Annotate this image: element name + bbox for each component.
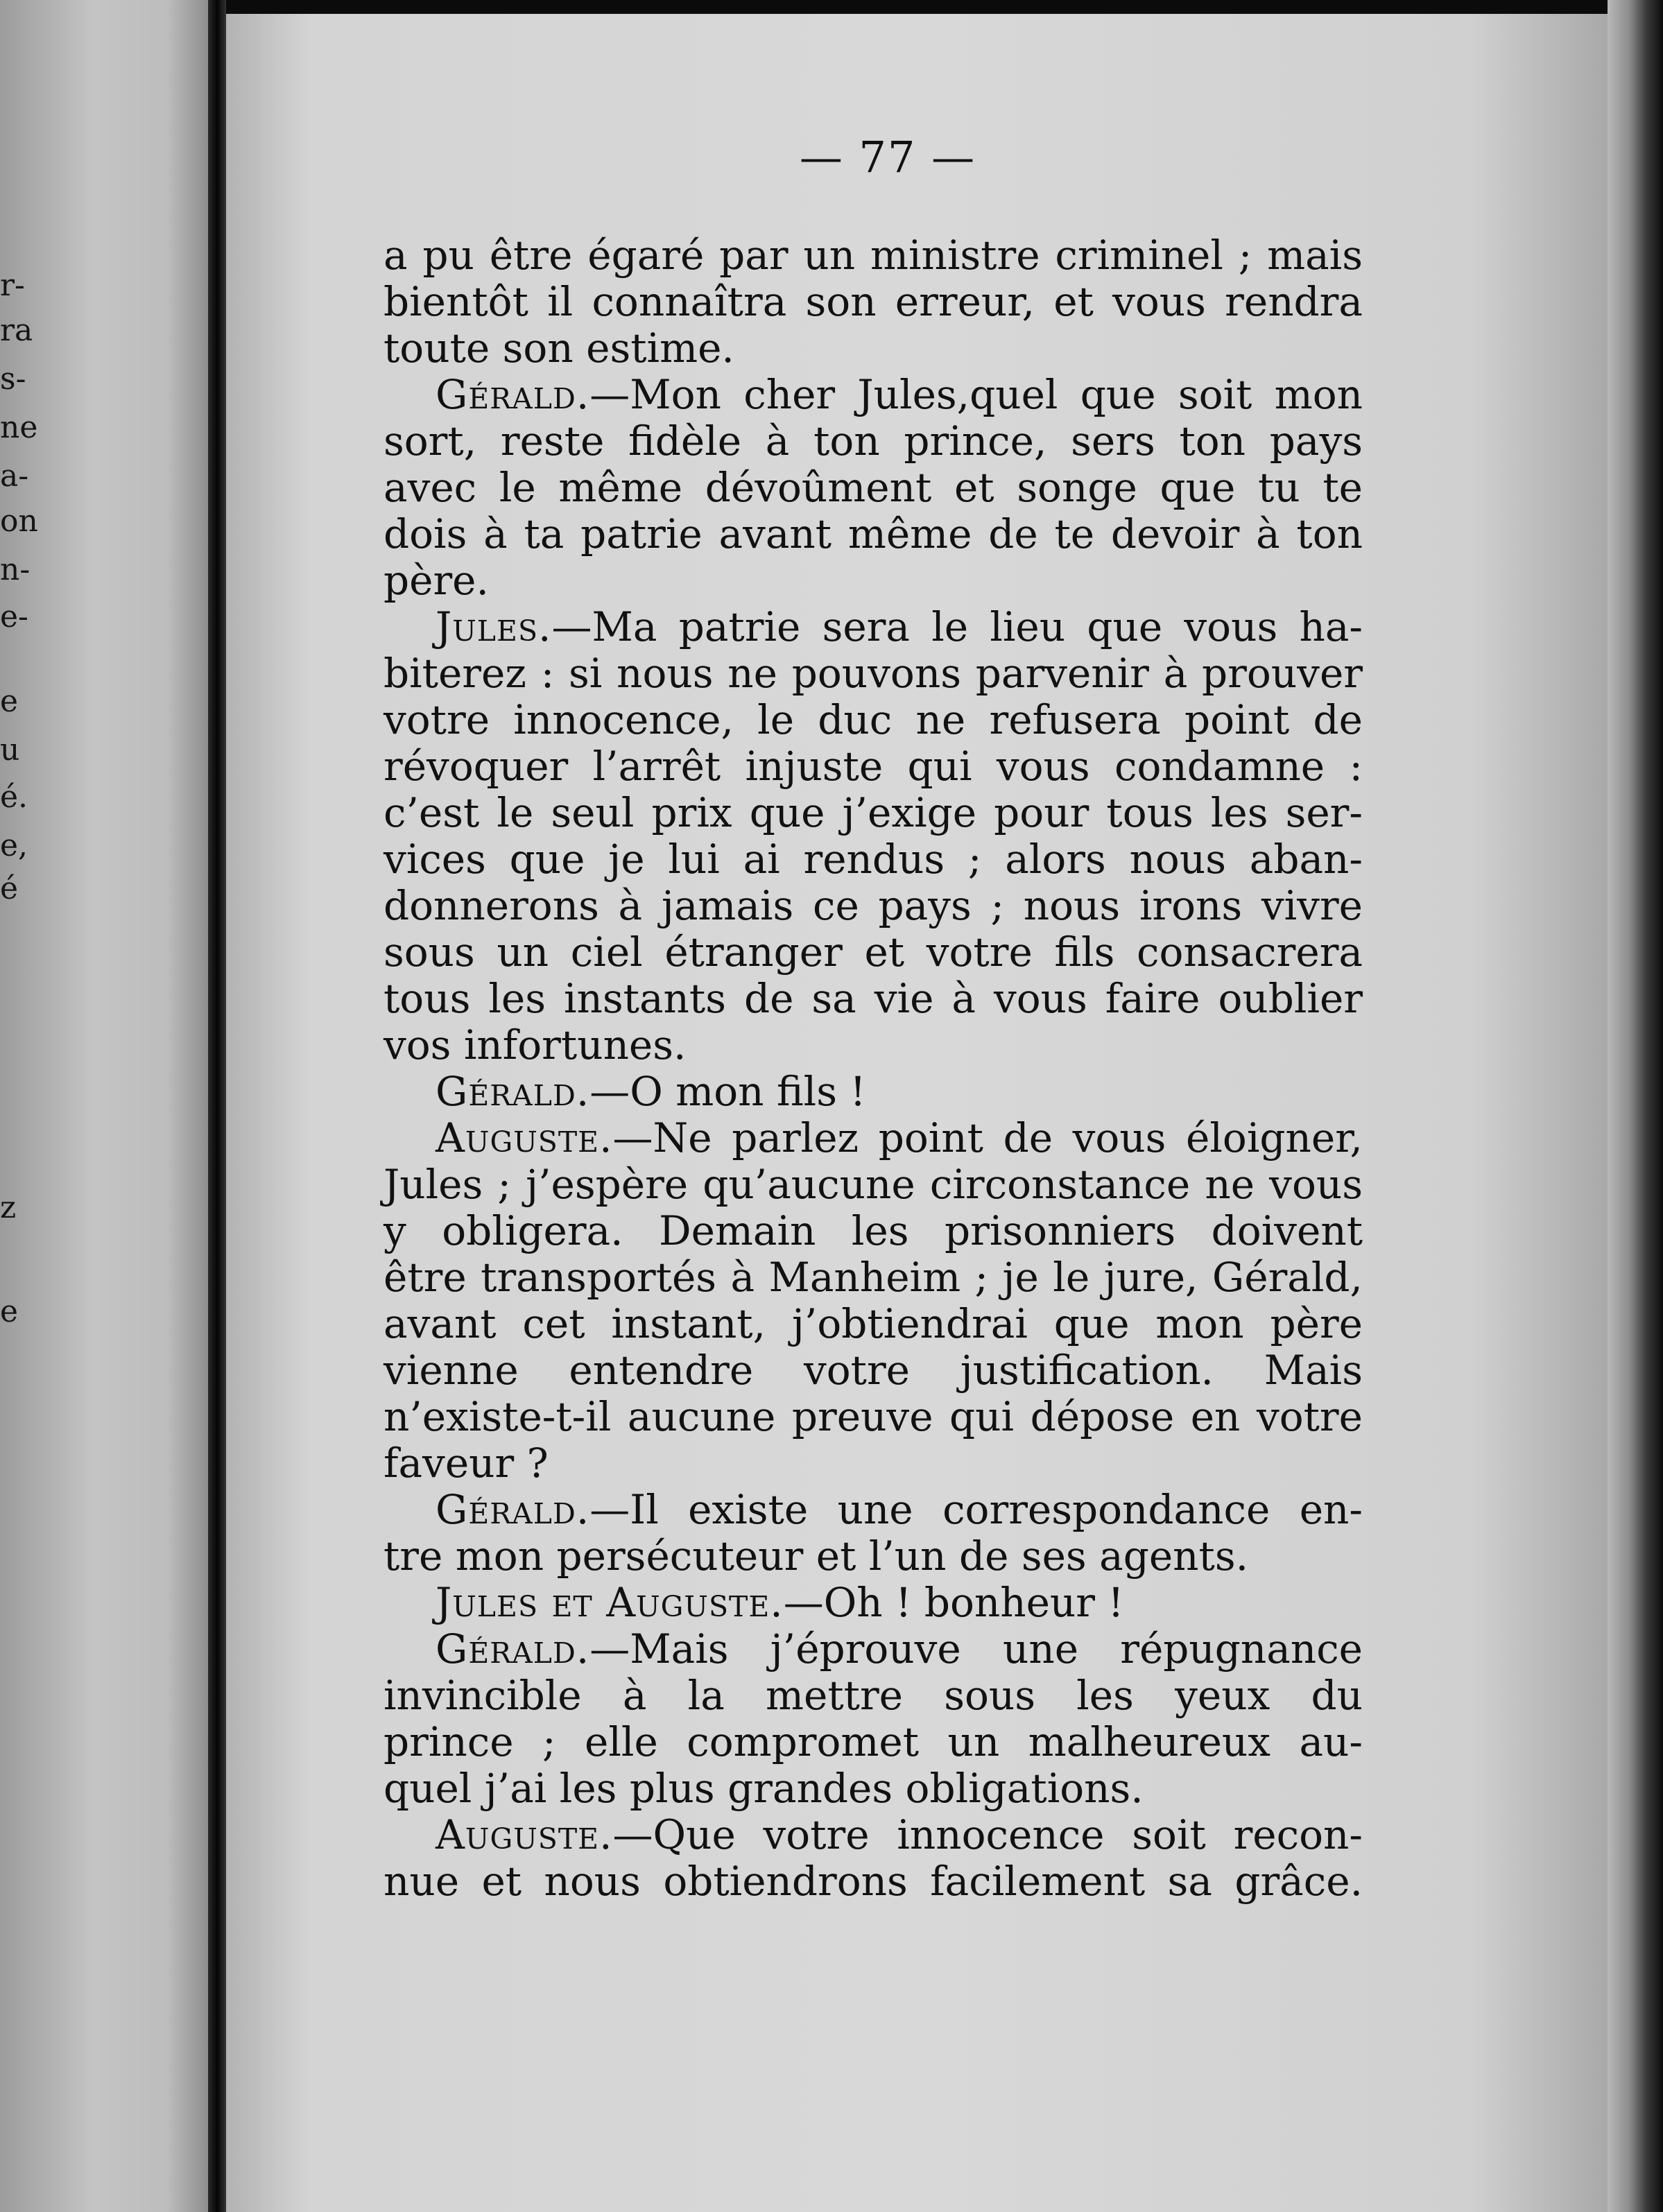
line-text: donnerons à jamais ce pays ; nous irons vivre xyxy=(384,882,1363,929)
line-text: sous un ciel étranger et votre fils consacrera xyxy=(384,928,1363,976)
speaker-name: Auguste. xyxy=(436,1114,613,1161)
line-text: vos infortunes. xyxy=(384,1021,687,1069)
line-text: dois à ta patrie avant même de te devoir à ton xyxy=(384,510,1363,558)
text-line xyxy=(384,1301,1363,1347)
text-line xyxy=(384,1765,1363,1812)
speaker-name: Jules et Auguste. xyxy=(436,1579,784,1626)
left-page-fragment: e- xyxy=(0,599,28,634)
left-page-fragment: a- xyxy=(0,458,29,494)
left-page-fragment: ra xyxy=(0,313,33,348)
text-line xyxy=(384,1580,1363,1626)
speaker-name: Gérald. xyxy=(436,1625,590,1673)
text-line xyxy=(384,743,1363,790)
left-page-fragment: e, xyxy=(0,828,28,863)
left-page-fragment: z xyxy=(0,1190,17,1225)
text-line xyxy=(384,604,1363,650)
text-line xyxy=(384,558,1363,604)
book-binding xyxy=(208,0,226,2212)
line-text: prince ; elle compromet un malheureux au- xyxy=(384,1718,1363,1765)
line-text: —O mon fils ! xyxy=(589,1068,866,1115)
line-text: invincible à la mettre sous les yeux du xyxy=(384,1672,1363,1719)
left-page-fragment: n- xyxy=(0,552,31,587)
text-line xyxy=(384,279,1363,325)
text-line xyxy=(384,1487,1363,1533)
line-text: tre mon persécuteur et l’un de ses agents. xyxy=(384,1532,1249,1580)
text-line xyxy=(384,1673,1363,1719)
line-text: c’est le seul prix que j’exige pour tous les ser- xyxy=(384,789,1363,836)
text-line xyxy=(384,1394,1363,1440)
text-line xyxy=(384,976,1363,1022)
line-text: —Que votre innocence soit recon- xyxy=(612,1811,1363,1858)
line-text: nue et nous obtiendrons facilement sa grâce. xyxy=(384,1858,1363,1905)
line-text: vices que je lui ai rendus ; alors nous aban- xyxy=(384,836,1363,883)
line-text: —Oh ! bonheur ! xyxy=(783,1579,1124,1626)
text-line xyxy=(384,465,1363,511)
line-text: biterez : si nous ne pouvons parvenir à prouver xyxy=(384,650,1363,697)
line-text: —Ma patrie sera le lieu que vous ha- xyxy=(551,603,1363,650)
line-text: —Mais j’éprouve une répugnance xyxy=(589,1625,1363,1673)
page-body-text xyxy=(384,232,1363,1905)
speaker-name: Gérald. xyxy=(436,1068,590,1115)
text-line xyxy=(384,790,1363,836)
text-line xyxy=(384,418,1363,465)
line-text: Jules ; j’espère qu’aucune circonstance ne vous xyxy=(384,1161,1363,1208)
line-text: père. xyxy=(384,557,489,604)
text-line xyxy=(384,232,1363,279)
line-text: y obligera. Demain les prisonniers doivent xyxy=(384,1207,1363,1254)
line-text: être transportés à Manheim ; je le jure, Gérald, xyxy=(384,1254,1363,1301)
text-line xyxy=(384,1115,1363,1161)
text-line xyxy=(384,1069,1363,1115)
left-page-fragment: ne xyxy=(0,410,38,445)
page-number: — 77 — xyxy=(799,132,976,182)
line-text: n’existe-t-il aucune preuve qui dépose en votre xyxy=(384,1393,1363,1440)
line-text: avant cet instant, j’obtiendrai que mon père xyxy=(384,1300,1363,1347)
text-line xyxy=(384,929,1363,976)
line-text: révoquer l’arrêt injuste qui vous condamne : xyxy=(384,743,1363,790)
text-line xyxy=(384,836,1363,883)
line-text: avec le même dévoûment et songe que tu te xyxy=(384,464,1363,511)
left-page-fragment: e xyxy=(0,684,19,719)
text-line xyxy=(384,1022,1363,1069)
text-line xyxy=(384,1347,1363,1394)
left-page-fragment: é xyxy=(0,871,19,906)
text-line xyxy=(384,511,1363,558)
left-page-fragment: é. xyxy=(0,779,28,815)
text-line xyxy=(384,1254,1363,1301)
line-text: bientôt il connaîtra son erreur, et vous rendra xyxy=(384,278,1363,325)
left-page-fragment: u xyxy=(0,732,20,768)
speaker-name: Gérald. xyxy=(436,371,590,418)
line-text: a pu être égaré par un ministre criminel ; mais xyxy=(384,232,1363,279)
speaker-name: Jules. xyxy=(436,603,552,650)
speaker-name: Auguste. xyxy=(436,1811,613,1858)
text-line xyxy=(384,1208,1363,1254)
text-line xyxy=(384,1626,1363,1673)
text-line xyxy=(384,1440,1363,1487)
line-text: toute son estime. xyxy=(384,325,734,372)
previous-page-edge xyxy=(0,0,208,2212)
left-page-fragment: r- xyxy=(0,268,25,303)
left-page-fragment: e xyxy=(0,1294,19,1329)
text-line xyxy=(384,1858,1363,1905)
line-text: sort, reste fidèle à ton prince, sers ton pays xyxy=(384,417,1363,465)
left-page-fragment: s- xyxy=(0,361,26,397)
line-text: votre innocence, le duc ne refusera point de xyxy=(384,696,1363,743)
page-right-edge xyxy=(1608,0,1663,2212)
text-line xyxy=(384,1533,1363,1580)
line-text: faveur ? xyxy=(384,1440,549,1487)
text-line xyxy=(384,372,1363,418)
text-line xyxy=(384,325,1363,372)
line-text: quel j’ai les plus grandes obligations. xyxy=(384,1765,1144,1812)
text-line xyxy=(384,883,1363,929)
line-text: —Il existe une correspondance en- xyxy=(589,1486,1363,1533)
line-text: tous les instants de sa vie à vous faire oublier xyxy=(384,975,1363,1022)
speaker-name: Gérald. xyxy=(436,1486,590,1533)
text-line xyxy=(384,1719,1363,1765)
line-text: —Ne parlez point de vous éloigner, xyxy=(612,1114,1363,1161)
text-line xyxy=(384,1161,1363,1208)
text-line xyxy=(384,697,1363,743)
left-page-fragment: on xyxy=(0,503,38,539)
text-line xyxy=(384,650,1363,697)
line-text: —Mon cher Jules,quel que soit mon xyxy=(589,371,1363,418)
line-text: vienne entendre votre justification. Mais xyxy=(384,1347,1363,1394)
scan-top-border xyxy=(226,0,1608,14)
text-line xyxy=(384,1812,1363,1858)
